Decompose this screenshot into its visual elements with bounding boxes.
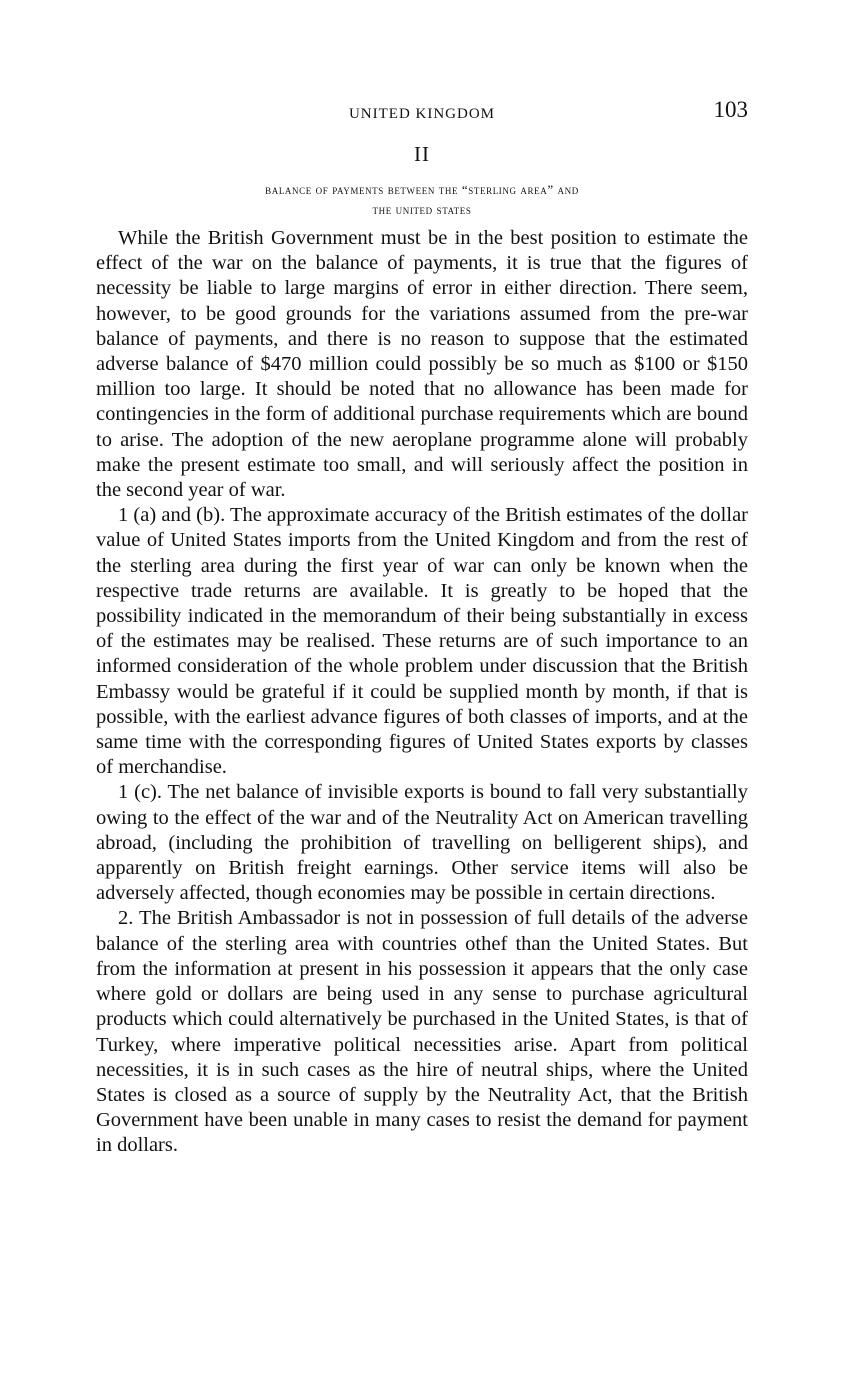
section-heading-line-1: balance of payments between the “sterling area” and [265, 182, 579, 197]
body-text [96, 226, 748, 1159]
section-heading-line-2: the united states [372, 202, 472, 217]
paragraph-1c: 1 (c). The net balance of invisible exports is bound to fall very substantially owing to the effect of the war and of the Neutrality Act on American travelling abroad, (including the prohibition of travelling on belligerent ships), and apparently on British freight earnings. Other service items will also be adversely affected, though economies may be possible in certain directions. [96, 781, 748, 905]
paragraph-intro: While the British Government must be in the best position to estimate the effect of the war on the balance of payments, it is true that the figures of necessity be liable to large margins of error in either direction. There seem, however, to be good grounds for the variations assumed from the pre-war balance of payments, and there is no reason to suppose that the estimated adverse balance of $470 million could possibly be so much as $100 or $150 million too large. It should be noted that no allowance has been made for contingencies in the form of additional purchase requirements which are bound to arise. The adoption of the new aeroplane programme alone will probably make the present estimate too small, and will seriously affect the position in the second year of war. [96, 227, 748, 502]
document-page [96, 96, 748, 1159]
running-title: UNITED KINGDOM [348, 106, 496, 122]
running-head [96, 96, 748, 130]
section-heading [96, 180, 748, 220]
paragraph-1ab: 1 (a) and (b). The approximate accuracy of the British estimates of the dollar value of United States imports from the United Kingdom and from the rest of the sterling area during the first year of war can only be known when the respective trade returns are available. It is greatly to be hoped that the possibility indicated in the memorandum of their being substantially in excess of the estimates may be realised. These returns are of such importance to an informed consideration of the whole problem under discussion that the British Embassy would be grateful if it could be supplied month by month, if that is possible, with the earliest advance figures of both classes of imports, and at the same time with the corresponding figures of United States exports by classes of merchandise. [96, 504, 748, 779]
page-number: 103 [713, 97, 748, 122]
paragraph-2: 2. The British Ambassador is not in possession of full details of the adverse balance of the sterling area with countries othef than the United States. But from the information at present in his possession it appears that the only case where gold or dollars are being used in any sense to purchase agricultural products which could alternatively be purchased in the United States, is that of Turkey, where imperative political necessities arise. Apart from political necessities, it is in such cases as the hire of neutral ships, where the United States is closed as a source of supply by the Neutrality Act, that the British Government have been unable in many cases to resist the demand for payment in dollars. [96, 907, 748, 1157]
section-numeral: II [414, 142, 430, 166]
